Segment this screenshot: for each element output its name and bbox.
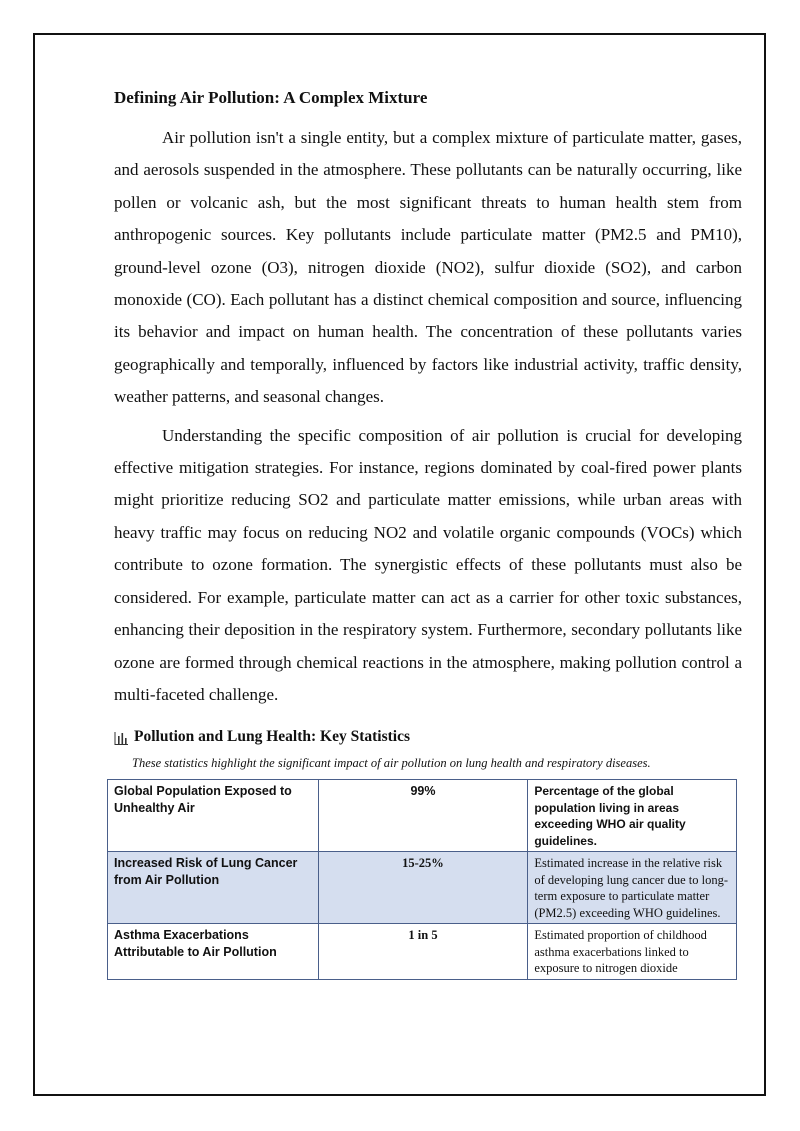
bar-chart-icon xyxy=(114,731,128,744)
metric-cell: Asthma Exacerbations Attributable to Air Pollution xyxy=(108,924,319,980)
metric-cell: Global Population Exposed to Unhealthy Air xyxy=(108,780,319,852)
section-title: Defining Air Pollution: A Complex Mixture xyxy=(114,88,428,107)
table-row xyxy=(108,780,737,852)
value-cell: 15-25% xyxy=(318,852,528,924)
metric-cell: Increased Risk of Lung Cancer from Air Pollution xyxy=(108,852,319,924)
paragraph-1: Air pollution isn't a single entity, but a complex mixture of particulate matter, gases, and aerosols suspended in the atmosphere. These pollutants can be naturally occurring, like pollen or volcanic ash, but the most significant threats to human health stem from anthropogenic sources. Key pollutants include particulate matter (PM2.5 and PM10), ground-level ozone (O3), nitrogen dioxide (NO2), sulfur dioxide (SO2), and carbon monoxide (CO). Each pollutant has a distinct chemical composition and source, influencing its behavior and impact on human health. The concentration of these pollutants varies geographically and temporally, influenced by factors like industrial activity, traffic density, weather patterns, and seasonal changes. xyxy=(114,128,742,407)
document-body xyxy=(114,86,742,980)
description-cell: Percentage of the global population living in areas exceeding WHO air quality guidelines. xyxy=(528,780,737,852)
paragraph-2: Understanding the specific composition of air pollution is crucial for developing effective mitigation strategies. For instance, regions dominated by coal-fired power plants might prioritize reducing SO2 and particulate matter emissions, while urban areas with heavy traffic may focus on reducing NO2 and volatile organic compounds (VOCs) which contribute to ozone formation. The synergistic effects of these pollutants must also be considered. For example, particulate matter can act as a carrier for other toxic substances, enhancing their deposition in the respiratory system. Furthermore, secondary pollutants like ozone are formed through chemical reactions in the atmosphere, making pollution control a multi-faceted challenge. xyxy=(114,425,742,704)
value-cell: 99% xyxy=(318,780,528,852)
stats-caption: These statistics highlight the significant impact of air pollution on lung health and respiratory diseases. xyxy=(132,756,651,771)
stats-heading-text: Pollution and Lung Health: Key Statistics xyxy=(134,728,411,746)
description-cell: Estimated proportion of childhood asthma exacerbations linked to exposure to nitrogen dioxide xyxy=(528,924,737,980)
description-cell: Estimated increase in the relative risk of developing lung cancer due to long-term exposure to particulate matter (PM2.5) exceeding WHO guidelines. xyxy=(528,852,737,924)
value-cell: 1 in 5 xyxy=(318,924,528,980)
table-row xyxy=(108,924,737,980)
stats-heading xyxy=(114,727,742,747)
statistics-table xyxy=(107,779,737,980)
table-row xyxy=(108,852,737,924)
